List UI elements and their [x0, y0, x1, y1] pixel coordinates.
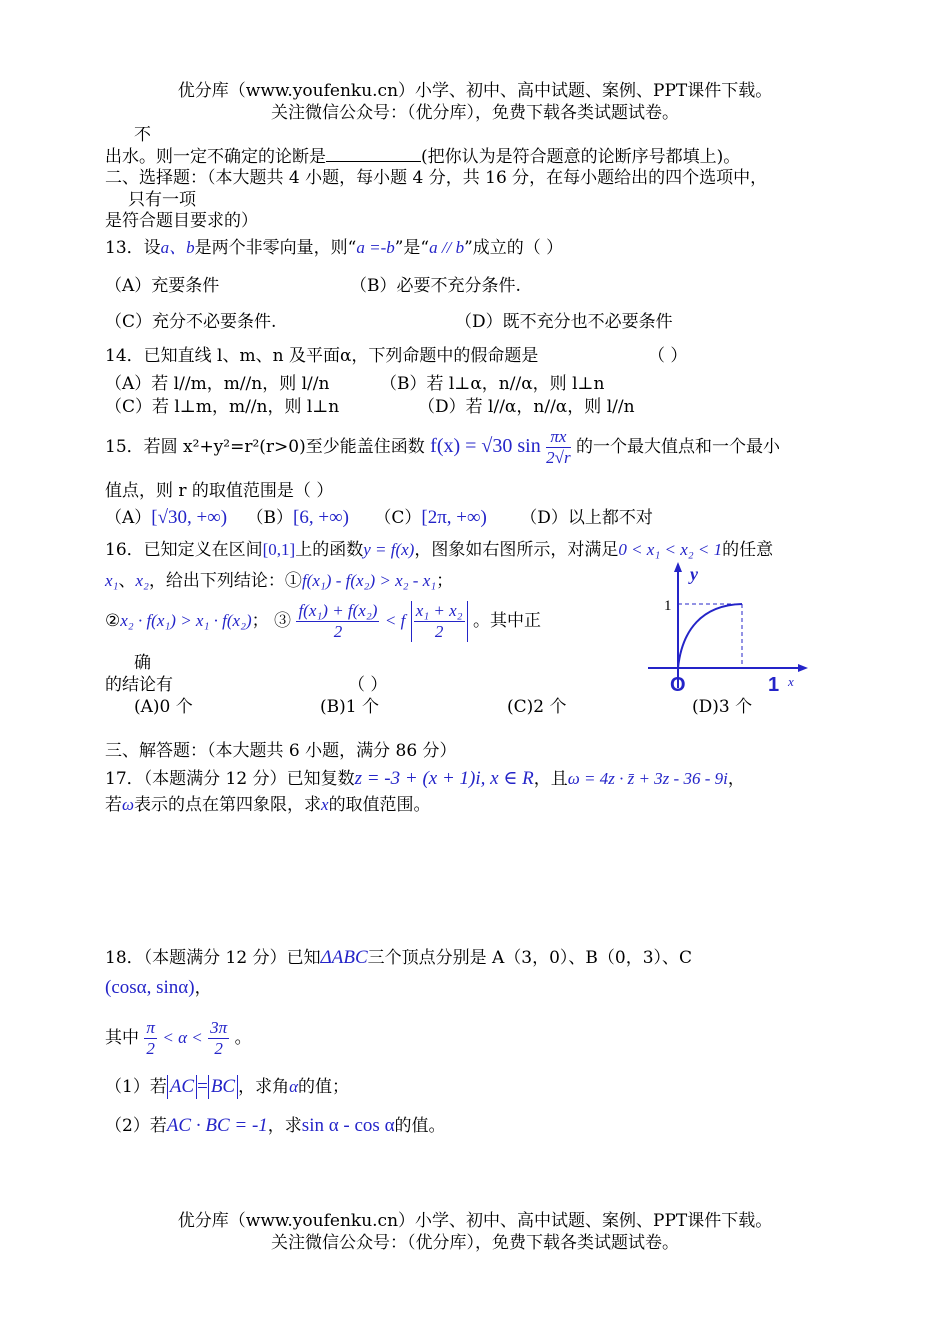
q18-inequality: < α <	[162, 1028, 203, 1047]
q17-text-4: 若	[105, 795, 122, 815]
q15-option-c-label: （C）	[374, 508, 422, 528]
q16-text-6: ，给出下列结论：①	[148, 571, 302, 591]
question-16-stem	[105, 539, 773, 561]
q15-text-2: 的一个最大值点和一个最小	[576, 437, 780, 457]
q17-omega: ω	[122, 795, 135, 814]
header-line-1: 优分库（www.youfenku.cn）小学、初中、高中试题、案例、PPT课件下载。	[177, 81, 773, 101]
origin-label: O	[670, 674, 686, 695]
q13-math-parallel: a // b	[429, 238, 465, 257]
prev-fragment-2	[105, 145, 740, 168]
q13-option-d: （D）既不充分也不必要条件	[455, 312, 673, 332]
q17-x: x	[321, 795, 329, 814]
q14-option-a: （A）若 l//m，m//n，则 l//n	[105, 374, 330, 394]
q13-text-1: 13．设	[105, 238, 161, 258]
x-tick-label: 1	[768, 674, 780, 695]
q16-function: y = f(x)	[363, 540, 415, 559]
q14-option-d: （D）若 l//α，n//α，则 l//n	[418, 397, 635, 417]
q18-frac1-den: 2	[146, 1039, 155, 1058]
q18-p2-text-a: （2）若	[105, 1116, 167, 1136]
section3-title: 三、解答题：（本大题共 6 小题，满分 86 分）	[105, 741, 457, 761]
q18-text-5: 。	[234, 1028, 252, 1048]
q16-option-a: (A)0 个	[134, 697, 193, 717]
q15-option-a-label: （A）	[105, 508, 152, 528]
q16-text-2: 上的函数	[295, 540, 364, 560]
q18-fraction-1	[144, 1018, 157, 1059]
q15-option-b-label: （B）	[246, 508, 294, 528]
q15-function: f(x) = √30 sin	[430, 435, 541, 457]
q18-text-4: 其中	[105, 1028, 139, 1048]
q16-x2: x₂	[135, 571, 149, 590]
q16-stem-line-2	[105, 570, 453, 592]
q13-text-3: ”是“	[394, 238, 430, 258]
y-axis-arrow	[674, 562, 682, 572]
q13-option-a: （A）充要条件	[105, 276, 220, 296]
section2-title: 二、选择题：（本大题共 4 小题，每小题 4 分，共 16 分，在每小题给出的四个选项中，	[105, 168, 768, 188]
q17-text-5: 表示的点在第四象限，求	[134, 795, 322, 815]
q15-option-d: （D）以上都不对	[520, 508, 653, 528]
q13-text-4: ”成立的（ ）	[464, 238, 564, 258]
q15-option-a: [√30, +∞)	[151, 507, 228, 528]
section2-title-cont: 只有一项	[128, 190, 196, 210]
q16-text-10: 。其中正	[473, 611, 541, 631]
q16-frac2-num: x₁ + x₂	[415, 601, 463, 620]
section2-title-end: 是符合题目要求的）	[105, 211, 258, 231]
q15-text-1: 15．若圆 x²+y²=r²(r>0)至少能盖住函数	[105, 437, 425, 457]
q18-dot-product: AC · BC = -1	[166, 1115, 268, 1136]
q18-equals: =	[197, 1076, 208, 1097]
q17-complex-z: z = -3 + (x + 1)i, x ∈ R	[354, 768, 534, 789]
question-15-stem	[105, 424, 780, 469]
q18-stem-line-2	[105, 977, 212, 999]
q17-omega-expr: ω = 4z · z̄ + 3z - 36 - 9i	[567, 769, 728, 788]
footer-line-2: 关注微信公众号：（优分库），免费下载各类试题试卷。	[271, 1233, 679, 1253]
q16-stem-line-3	[105, 596, 541, 646]
q16-x1: x₁	[105, 571, 119, 590]
q18-point-c: (cosα, sinα)	[105, 977, 195, 998]
q16-condition: 0 < x₁ < x₂ < 1	[618, 540, 723, 559]
q16-sep: 、	[118, 571, 136, 591]
q16-fraction-2	[414, 601, 465, 642]
q18-fraction-2	[208, 1018, 229, 1059]
q17-stem-line-2	[105, 794, 431, 816]
q16-text-7: ；	[436, 571, 454, 591]
q18-triangle: ΔABC	[320, 947, 368, 968]
q16-text-9: ； ③	[251, 611, 292, 631]
prev-text-a: 出水。则一定不确定的论断是	[105, 147, 326, 167]
function-curve	[678, 604, 742, 668]
q15-frac-num: πx	[546, 427, 570, 448]
q18-part-2	[105, 1115, 446, 1137]
q16-text-8: ②	[105, 611, 121, 631]
y-axis-label: y	[690, 564, 698, 584]
q16-option-b: (B)1 个	[320, 697, 379, 717]
q18-condition	[105, 1013, 252, 1063]
q13-math-equal: a =-b	[356, 238, 395, 257]
q14-answer-paren: （ ）	[648, 346, 688, 366]
q16-conclusion-2: x₂ · f(x₁) > x₁ · f(x₂)	[120, 611, 252, 630]
q18-p2-text-c: 的值。	[394, 1116, 446, 1136]
x-axis-arrow	[798, 664, 808, 672]
q18-p1-text-b: ，求角	[238, 1077, 290, 1097]
q16-option-c: (C)2 个	[507, 697, 567, 717]
q18-text-2: 三个顶点分别是 A（3，0）、B（0，3）、C	[367, 948, 693, 968]
q18-p1-text-a: （1）若	[105, 1077, 167, 1097]
footer-line-1: 优分库（www.youfenku.cn）小学、初中、高中试题、案例、PPT课件下载。	[177, 1211, 773, 1231]
q16-text-11: 确	[134, 653, 151, 673]
q17-text-6: 的取值范围。	[328, 795, 431, 815]
question-13-stem	[105, 237, 563, 259]
q14-option-c: （C）若 l⊥m，m//n，则 l⊥n	[105, 397, 340, 417]
q16-conclusion-1: f(x₁) - f(x₂) > x₂ - x₁	[301, 571, 437, 590]
q15-option-b: [6, +∞)	[293, 507, 349, 528]
prev-text-b: (把你认为是符合题意的论断序号都填上)。	[421, 147, 741, 167]
q13-text-2: 是两个非零向量，则“	[194, 238, 357, 258]
question-14-stem: 14．已知直线 l、m、n 及平面α，下列命题中的假命题是	[105, 346, 539, 366]
answer-blank	[326, 145, 421, 162]
q15-option-c: [2π, +∞)	[421, 507, 487, 528]
q15-frac-den: 2√r	[546, 448, 571, 467]
question-17-stem	[105, 768, 745, 790]
q16-frac1-num: f(x₁) + f(x₂)	[298, 601, 378, 620]
q18-frac1-num: π	[146, 1018, 155, 1037]
q17-text-3: ，	[727, 769, 745, 789]
q16-text-1: 16．已知定义在区间	[105, 540, 263, 560]
q16-paren-group	[411, 601, 468, 642]
q18-p2-text-b: ，求	[267, 1116, 302, 1136]
q15-options	[105, 507, 653, 529]
q18-abs-bc: BC	[208, 1075, 238, 1099]
y-tick-label: 1	[664, 598, 672, 614]
q18-frac2-num: 3π	[210, 1018, 228, 1037]
q16-interval: [0,1]	[262, 540, 296, 559]
q16-text-3: ，图象如右图所示，对满足	[414, 540, 619, 560]
header-line-2: 关注微信公众号：（优分库），免费下载各类试题试卷。	[271, 103, 679, 123]
q18-text-1: 18．（本题满分 12 分）已知	[105, 948, 321, 968]
q18-frac2-den: 2	[214, 1039, 223, 1058]
q15-fraction	[546, 427, 570, 468]
q13-option-b: （B）必要不充分条件.	[350, 276, 521, 296]
q18-text-3: ，	[194, 978, 212, 998]
q18-alpha: α	[289, 1077, 299, 1096]
q16-frac1-den: 2	[333, 622, 343, 641]
q18-abs-ac: AC	[167, 1075, 197, 1099]
function-graph	[642, 560, 812, 695]
x-axis-label: x	[788, 674, 794, 689]
q13-math-ab: a、b	[160, 238, 195, 257]
q15-stem-cont: 值点，则 r 的取值范围是（ ）	[105, 481, 334, 501]
q18-sin-minus-cos: sin α - cos α	[301, 1115, 395, 1136]
q17-text-1: 17．（本题满分 12 分）已知复数	[105, 769, 355, 789]
q16-frac2-den: 2	[434, 622, 444, 641]
q13-option-c: （C）充分不必要条件.	[105, 312, 277, 332]
q16-answer-paren: （ ）	[348, 675, 388, 695]
q16-less-than-f: < f	[384, 611, 406, 630]
q18-part-1	[105, 1074, 349, 1100]
q16-option-d: (D)3 个	[692, 697, 753, 717]
prev-fragment-1: 不	[134, 125, 151, 145]
question-18-stem	[105, 947, 692, 969]
q14-option-b: （B）若 l⊥α，n//α，则 l⊥n	[380, 374, 605, 394]
q16-fraction-1	[296, 601, 379, 642]
q16-text-12: 的结论有	[105, 675, 173, 695]
q17-text-2: ，且	[533, 769, 568, 789]
q18-p1-text-c: 的值；	[298, 1077, 350, 1097]
q16-text-4: 的任意	[722, 540, 774, 560]
